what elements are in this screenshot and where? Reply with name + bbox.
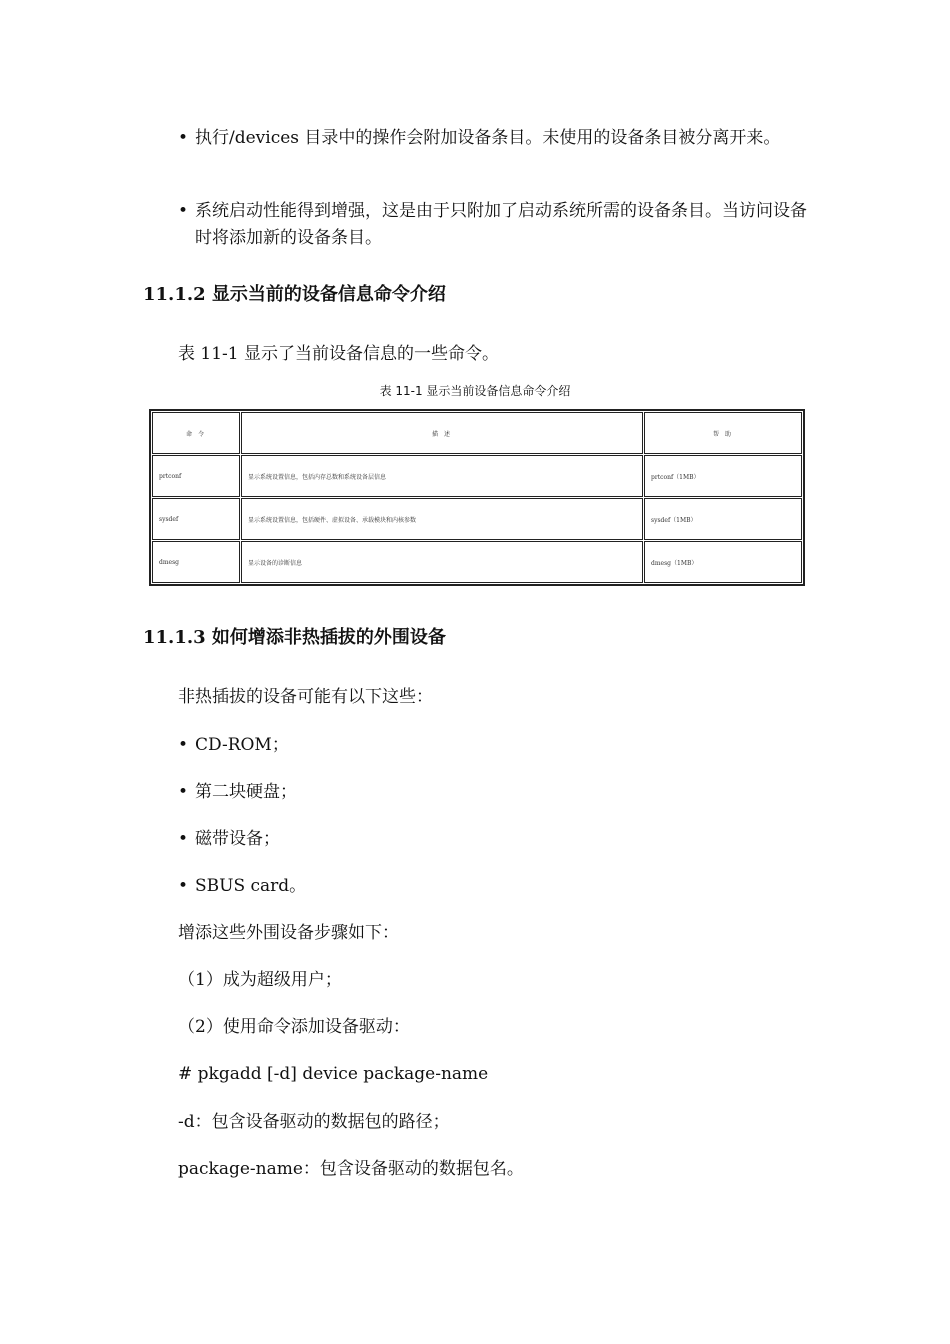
bullet-item (178, 873, 808, 900)
bullet-dot-icon: • (178, 829, 189, 849)
bullet-dot-icon: • (178, 876, 189, 896)
bullet-text: 系统启动性能得到增强，这是由于只附加了启动系统所需的设备条目。当访问设备时将添加新的设备条目。 (195, 201, 807, 248)
table-cell: prtconf（1MB） (644, 455, 802, 497)
table-row (152, 541, 802, 583)
bullet-item (178, 779, 808, 806)
paragraph: 表 11-1 显示了当前设备信息的一些命令。 (178, 344, 499, 364)
table-header-cell: 帮 助 (644, 412, 802, 454)
option-description: -d：包含设备驱动的数据包的路径； (178, 1112, 450, 1132)
step-item: （1）成为超级用户； (178, 970, 342, 990)
table-cell: prtconf (152, 455, 240, 497)
paragraph: 非热插拔的设备可能有以下这些： (178, 687, 433, 707)
bullet-item (178, 826, 808, 853)
table-row (152, 455, 802, 497)
paragraph: 增添这些外围设备步骤如下： (178, 923, 399, 943)
table-cell: 显示系统设置信息，包括硬件、虚拟设备、承载模块和内核参数 (241, 498, 643, 540)
table-cell: dmesg（1MB） (644, 541, 802, 583)
step-item: （2）使用命令添加设备驱动： (178, 1017, 410, 1037)
table-cell: dmesg (152, 541, 240, 583)
bullet-text: CD-ROM； (195, 735, 289, 755)
table-cell: sysdef（1MB） (644, 498, 802, 540)
table-caption: 表 11-1 显示当前设备信息命令介绍 (379, 384, 571, 398)
bullet-text: SBUS card。 (195, 876, 307, 896)
bullet-item (178, 125, 808, 152)
bullet-text: 第二块硬盘； (195, 782, 297, 802)
device-command-table (149, 409, 805, 586)
table-cell: 显示设备的诊断信息 (241, 541, 643, 583)
bullet-dot-icon: • (178, 782, 189, 802)
section-heading: 11.1.2 显示当前的设备信息命令介绍 (143, 284, 446, 305)
section-heading: 11.1.3 如何增添非热插拔的外围设备 (143, 627, 446, 648)
bullet-text: 执行/devices 目录中的操作会附加设备条目。未使用的设备条目被分离开来。 (195, 128, 781, 148)
bullet-dot-icon: • (178, 735, 189, 755)
table-header-row (152, 412, 802, 454)
bullet-dot-icon: • (178, 128, 189, 148)
bullet-text: 磁带设备； (195, 829, 280, 849)
bullet-dot-icon: • (178, 201, 189, 221)
bullet-item (178, 198, 808, 252)
command-line: # pkgadd [-d] device package-name (178, 1064, 489, 1084)
option-description: package-name：包含设备驱动的数据包名。 (178, 1159, 524, 1179)
table-cell: 显示系统设置信息，包括内存总数和系统设备层信息 (241, 455, 643, 497)
table-header-cell: 命 令 (152, 412, 240, 454)
table-header-cell: 描 述 (241, 412, 643, 454)
table-row (152, 498, 802, 540)
bullet-item (178, 732, 808, 759)
table-cell: sysdef (152, 498, 240, 540)
